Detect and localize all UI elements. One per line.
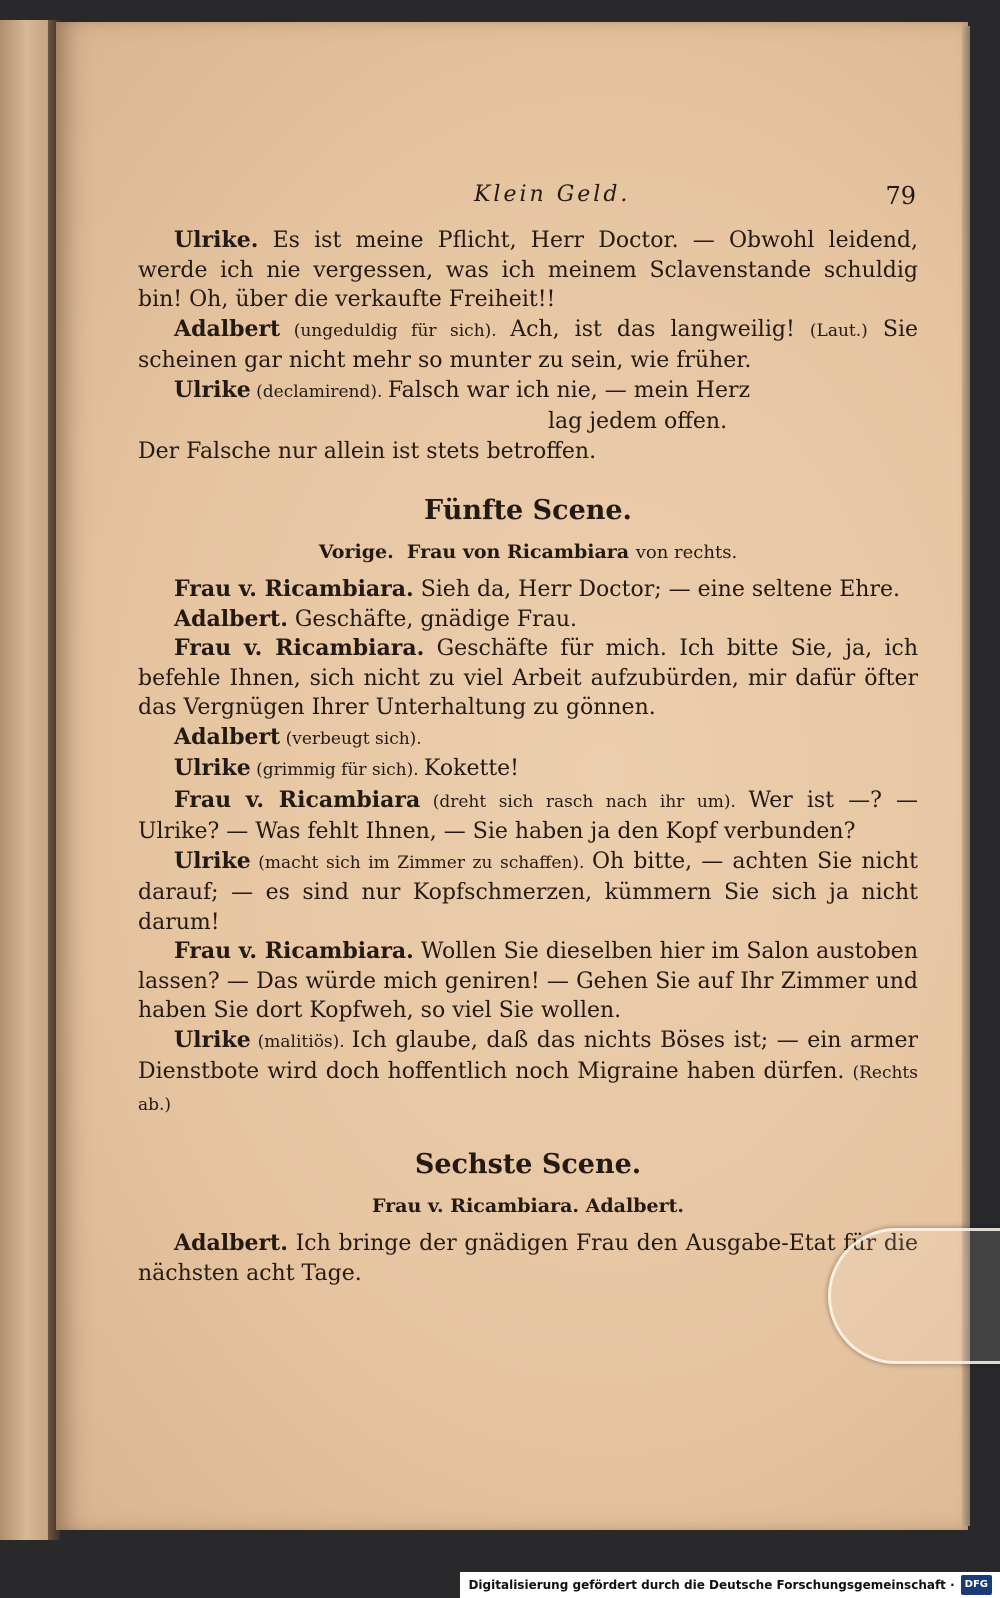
speaker-name: Ulrike bbox=[174, 1026, 251, 1053]
stage-direction: (dreht sich rasch nach ihr um). bbox=[420, 791, 749, 812]
dialogue-line bbox=[138, 315, 918, 376]
stage-direction: (verbeugt sich). bbox=[280, 728, 422, 749]
dialogue-line bbox=[138, 1026, 918, 1121]
stage-direction: (macht sich im Zimmer zu schaffen). bbox=[250, 852, 592, 873]
speaker-name: Ulrike bbox=[174, 376, 251, 403]
dialogue-text: Sieh da, Herr Doctor; — eine seltene Ehre. bbox=[413, 577, 900, 602]
dialogue-text: Wer ist —? — Ulrike? — Was fehlt Ihnen, — Sie haben ja den Kopf verbunden? bbox=[138, 787, 919, 844]
page-header bbox=[156, 182, 916, 212]
dialogue-line bbox=[138, 847, 918, 938]
dialogue-text: Wollen Sie dieselben hier im Salon austoben lassen? — Das würde mich geniren! — Gehen Sie auf Ihr Zimmer und haben Sie dort Kopfweh, so viel Sie wollen. bbox=[138, 939, 918, 1023]
dialogue-line bbox=[138, 575, 918, 605]
dialogue-text: Ich bringe der gnädigen Frau den Ausgabe-Etat für die nächsten acht Tage. bbox=[138, 1231, 918, 1286]
dialogue-line bbox=[138, 605, 918, 635]
speaker-name: Adalbert. bbox=[174, 1230, 288, 1256]
dialogue-line bbox=[138, 937, 918, 1026]
digitization-credit bbox=[460, 1572, 1000, 1598]
stage-direction: (Rechts ab.) bbox=[138, 1063, 918, 1115]
speaker-name: Ulrike. bbox=[174, 227, 259, 253]
dialogue-text: Ich glaube, daß das nichts Böses ist; — ein armer Dienstbote wird doch hoffentlich noch Migraine haben dürfen. bbox=[138, 1027, 918, 1084]
speaker-name: Frau v. Ricambiara. bbox=[174, 635, 425, 661]
stage-direction: (declamirend). bbox=[250, 381, 388, 402]
scene-title: Fünfte Scene. bbox=[424, 495, 632, 526]
page-body bbox=[138, 226, 918, 1288]
scene-cast bbox=[138, 538, 918, 568]
speaker-name: Adalbert bbox=[174, 723, 281, 750]
credit-text: Digitalisierung gefördert durch die Deutsche Forschungsgemeinschaft · bbox=[468, 1578, 955, 1592]
dialogue-text: Kokette! bbox=[424, 756, 520, 781]
dialogue-text: Geschäfte für mich. Ich bitte Sie, ja, ich befehle Ihnen, sich nicht zu viel Arbeit aufzubürden, mir dafür öfter das Vergnügen Ihrer Unterhaltung zu gönnen. bbox=[138, 636, 918, 720]
stage-direction: (malitiös). bbox=[250, 1031, 352, 1052]
dialogue-text: Oh bitte, — achten Sie nicht darauf; — es sind nur Kopfschmerzen, kümmern Sie sich ja nicht darum! bbox=[138, 848, 918, 935]
stage-direction: (Laut.) bbox=[809, 320, 868, 341]
scene-title: Sechste Scene. bbox=[414, 1149, 642, 1180]
magnifier-glass-icon bbox=[828, 1228, 1000, 1364]
speaker-name: Ulrike bbox=[174, 755, 251, 781]
verse-line: lag jedem offen. bbox=[548, 409, 728, 434]
running-title: Klein Geld. bbox=[474, 182, 631, 207]
dialogue-text: Ach, ist das langweilig! bbox=[510, 316, 810, 342]
cast-member: Vorige. bbox=[318, 540, 394, 563]
dialogue-line bbox=[138, 634, 918, 723]
dialogue-line bbox=[138, 754, 918, 786]
dialogue-text: Sie scheinen gar nicht mehr so munter zu sein, wie früher. bbox=[138, 316, 919, 373]
dialogue-text: Es ist meine Pflicht, Herr Doctor. — Obwohl leidend, werde ich nie vergessen, was ich meinem Sclavenstande schuldig bin! Oh, über die verkaufte Freiheit!! bbox=[138, 228, 918, 312]
stage-direction: (ungeduldig für sich). bbox=[280, 320, 511, 341]
scene-cast: Frau v. Ricambiara. Adalbert. bbox=[372, 1194, 684, 1217]
dialogue-text: Geschäfte, gnädige Frau. bbox=[287, 606, 577, 632]
page-number: 79 bbox=[885, 182, 916, 210]
cast-member: Frau von Ricambiara bbox=[406, 540, 630, 563]
speaker-name: Adalbert. bbox=[174, 605, 288, 632]
dialogue-line bbox=[138, 786, 918, 847]
verse-line: Falsch war ich nie, — mein Herz bbox=[387, 377, 751, 403]
dfg-logo: DFG bbox=[961, 1575, 992, 1595]
cast-direction: von rechts. bbox=[635, 541, 738, 563]
speaker-name: Frau v. Ricambiara. bbox=[174, 576, 414, 602]
speaker-name: Adalbert bbox=[174, 315, 281, 342]
dialogue-line bbox=[138, 376, 918, 437]
verse-line: Der Falsche nur allein ist stets betroffen. bbox=[138, 438, 597, 464]
dialogue-line bbox=[138, 723, 918, 755]
dialogue-line bbox=[138, 226, 918, 315]
dialogue-line bbox=[138, 1229, 918, 1288]
stage-direction: (grimmig für sich). bbox=[250, 760, 425, 780]
speaker-name: Frau v. Ricambiara. bbox=[174, 938, 414, 964]
speaker-name: Frau v. Ricambiara bbox=[174, 786, 421, 813]
speaker-name: Ulrike bbox=[174, 847, 251, 874]
